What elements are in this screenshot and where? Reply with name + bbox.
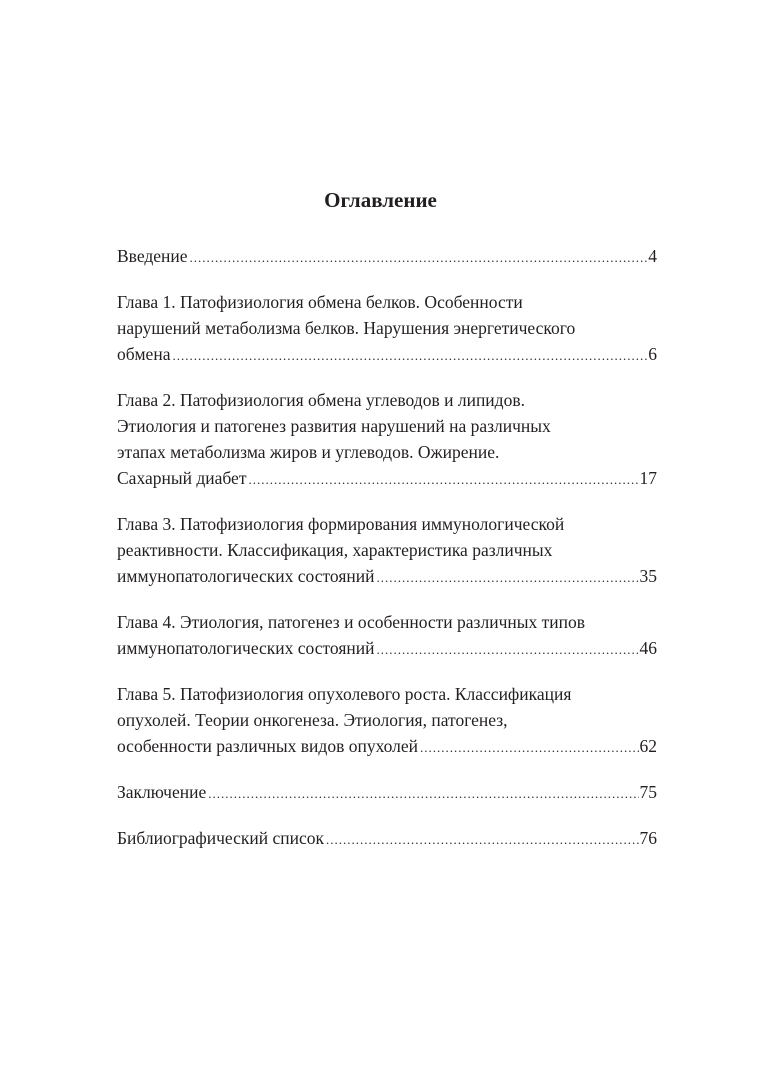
toc-entry-last-line xyxy=(117,825,657,853)
toc-entry-line: нарушений метаболизма белков. Нарушения энергетического xyxy=(117,318,576,338)
toc-entry xyxy=(117,825,657,853)
toc-entry xyxy=(117,681,657,761)
dot-leader xyxy=(208,781,638,807)
toc-entry-line: реактивности. Классификация, характеристика различных xyxy=(117,540,553,560)
toc-entry-line: опухолей. Теории онкогенеза. Этиология, патогенез, xyxy=(117,710,508,730)
toc-entry xyxy=(117,779,657,807)
toc-page-number: 4 xyxy=(648,246,657,266)
toc-page-number: 76 xyxy=(639,828,657,848)
toc-entry-line: Глава 4. Этиология, патогенез и особенности различных типов xyxy=(117,612,586,632)
toc-entry-last-line xyxy=(117,733,657,761)
toc-entry-last-line xyxy=(117,779,657,807)
toc-page-number: 62 xyxy=(639,736,657,756)
dot-leader xyxy=(420,735,638,761)
dot-leader xyxy=(376,637,638,663)
toc-entry xyxy=(117,243,657,271)
toc-entry xyxy=(117,511,657,591)
toc-entry-line: обмена xyxy=(117,344,171,364)
toc-entry-line: Глава 2. Патофизиология обмена углеводов и липидов. xyxy=(117,390,525,410)
table-of-contents xyxy=(117,243,657,871)
dot-leader xyxy=(172,343,647,369)
page-title: Оглавление xyxy=(324,188,437,212)
dot-leader xyxy=(326,827,638,853)
toc-page-number: 6 xyxy=(648,344,657,364)
toc-entry xyxy=(117,609,657,663)
toc-entry-line: Сахарный диабет xyxy=(117,468,247,488)
toc-entry-last-line xyxy=(117,635,657,663)
toc-entry-line: особенности различных видов опухолей xyxy=(117,736,419,756)
dot-leader xyxy=(376,565,638,591)
toc-entry-line: Введение xyxy=(117,246,188,266)
toc-entry-last-line xyxy=(117,563,657,591)
toc-entry-line: Глава 1. Патофизиология обмена белков. Особенности xyxy=(117,292,523,312)
toc-page-number: 46 xyxy=(639,638,657,658)
toc-entry-line: Глава 3. Патофизиология формирования иммунологической xyxy=(117,514,565,534)
toc-entry-line: Этиология и патогенез развития нарушений на различных xyxy=(117,416,551,436)
toc-entry-line: Глава 5. Патофизиология опухолевого роста. Классификация xyxy=(117,684,572,704)
toc-page-number: 35 xyxy=(639,566,657,586)
toc-entry xyxy=(117,387,657,493)
toc-page-number: 17 xyxy=(639,468,657,488)
dot-leader xyxy=(248,467,638,493)
toc-entry-line: этапах метаболизма жиров и углеводов. Ожирение. xyxy=(117,442,500,462)
dot-leader xyxy=(190,245,648,271)
toc-entry-last-line xyxy=(117,465,657,493)
toc-entry-line: иммунопатологических состояний xyxy=(117,566,375,586)
toc-entry-line: иммунопатологических состояний xyxy=(117,638,375,658)
toc-entry-last-line xyxy=(117,341,657,369)
toc-entry-line: Заключение xyxy=(117,782,207,802)
toc-entry xyxy=(117,289,657,369)
toc-page-number: 75 xyxy=(639,782,657,802)
toc-entry-last-line xyxy=(117,243,657,271)
toc-entry-line: Библиографический список xyxy=(117,828,325,848)
